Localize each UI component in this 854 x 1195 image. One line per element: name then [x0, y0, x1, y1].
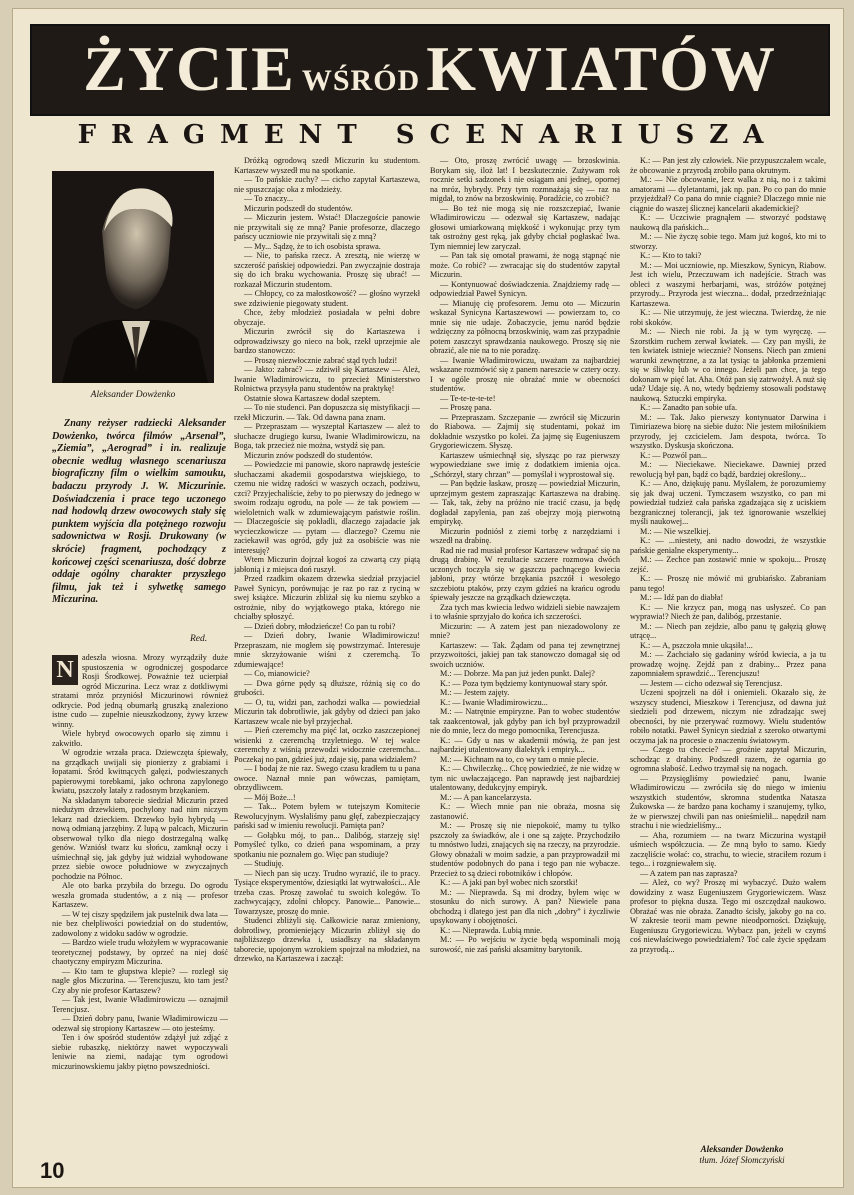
paragraph: — W tej ciszy spędziłem jak pustelnik dwa lata — nie bez chełpliwości powiedział on do studentów, zadowolony z widoku sadów w ogrodzie.: [52, 909, 228, 938]
paragraph: — Gołąbku mój, to pan... Dalibóg, starzeję się! Pomyśleć tylko, co dzień pana wspominam, a przy spotkaniu nie poznałem go. Więc pan studiuje?: [234, 830, 420, 859]
paragraph: M.: — Niech pan zejdzie, albo panu tę gałęzią głowę utrącę...: [630, 621, 826, 640]
paragraph: — To znaczy...: [244, 194, 293, 203]
paragraph: — O, tu, widzi pan, zachodzi walka — powiedział Miczurin tak dobrotliwie, jak gdyby od dzieci pan jako Kartaszew wcale nie był przyjechał.: [234, 697, 420, 726]
paragraph: Miczurin: — A zatem jest pan niezadowolony ze mnie?: [430, 621, 620, 640]
paragraph: — Powiedzcie mi panowie, skoro naprawdę jesteście słuchaczami akademii gospodarstwa wiejskiego, to czemu nie widzę radości w waszych oczach, podziwu, czci? Przyjechaliście, żeby to po pierwszy do jednego w swoim rodzaju ogrodu, na pole — że tak powiem — wieloletnich walk w zdumiewającym państwie roślin. — Dlaczegoście się pokładli, dlaczego zajadacie jak wycieczkowicze — pytam — dlaczego? Czemu nie zaciekawił was ogród, gdy już za osobiście was nie interesuję?: [234, 460, 420, 555]
paragraph: — Tak jest, Iwanie Władimirowiczu — oznajmił Terencjusz.: [52, 995, 228, 1014]
paragraph: M.: — Zechce pan zostawić mnie w spokoju... Proszę zejść.: [630, 555, 826, 574]
paragraph: — Przepraszam. Szczepanie — zwrócił się Miczurin do Riabowa. — Zajmij się studentami, pokaż im dokładnie wszystko po kolei. Za jajmę się Eugeniuszem Grygoriewiczem. Słyszę.: [430, 412, 620, 450]
paragraph: K.: — Nie utrzymuję, że jest wieczna. Twierdzę, że nie robi skoków.: [630, 308, 826, 327]
article-column-3: [430, 156, 620, 1176]
article-column-1: [52, 653, 228, 1173]
paragraph: Kartaszew uśmiechnął się, słysząc po raz pierwszy wypowiedziane swe imię z dodatkiem imienia ojca. „Schórzył, stary chrzan” — pomyślał i wyprostował się.: [430, 450, 620, 479]
paragraph: Dróżką ogrodową szedł Miczurin ku studentom. Kartaszew wyszedł mu na spotkanie.: [234, 156, 420, 175]
paragraph: M.: — Jestem zajęty.: [440, 688, 510, 697]
paragraph: Uczeni spojrzeli na dół i oniemieli. Okazało się, że wszyscy studenci, Mieszkow i Terencjusz, od dawna już siedzieli pod drzewem, niczym nie zdradzając swej obecności, by nie przerywać rozmowy. Wielu studentów robiło notatki. Paweł Synicyn siedział z szeroko otwartymi oczyma jak na procesie o znaczeniu światowym.: [630, 688, 826, 745]
magazine-page: [12, 8, 844, 1188]
paragraph: — My... Sądzę, że to ich osobista sprawa.: [244, 241, 381, 251]
paragraph: — Tak... Potem byłem w tutejszym Komitecie Rewolucyjnym. Wysłaliśmy panu głęf, zabezpieczający pański sad w imieniu rewolucji. Pamięta pan?: [234, 802, 420, 830]
photo-caption: Aleksander Dowżenko: [90, 390, 176, 400]
paragraph: — Pan tak się omotał prawami, że nogą stąpnąć nie może. Co robić? — zwracając się do studentów zapytał Miczurin.: [430, 251, 620, 279]
paragraph: — Ależ, co wy? Proszę mi wybaczyć. Dużo wałem dowidziny z wasz Eugeniuszem Grygoriewiczem. Wasz profesor to piękna dusza. Tego mi oszczędzał naukowo. Obrażać was nie obraża. Zanadto ścisły, jakoby go na co. W zakresie teorii mam pewne nieodporności. Dziękuję, Eugeniuszu Grygoriewiczu. Wybacz pan, jeżeli w czymś coś niewłaściwego powiedziałem? Toć cale życie spędzam za przyrodą...: [630, 878, 826, 954]
headline-part2: KWIATÓW: [426, 33, 777, 104]
paragraph: — Kontynuować doświadczenia. Znajdziemy radę — odpowiedział Paweł Synicyn.: [430, 279, 620, 298]
paragraph: K.: — Pan jest zły człowiek. Nie przypuszczałem wcale, że obcowanie z przyrodą zrobiło pana okrutnym.: [630, 156, 826, 175]
paragraph: — Oto, proszę zwrócić uwagę — brzoskwinia. Borykam się, iloż lat! I bezskutecznie. Zużywam rok rocznie setki sadzonek i nie osiągam ani jednej, opornej na mróz, hybrydy. Przy tym rozmnażają się — raz na migdał, to znów na brzoskwinię. Poradźcie, co zrobić?: [430, 156, 620, 203]
paragraph: K.: — Nie krzycz pan, mogą nas usłyszeć. Co pan wyprawia!? Niech że pan, dalibóg, przestanie.: [630, 602, 826, 621]
page-number: 10: [40, 1158, 65, 1183]
paragraph: — Studiuję.: [244, 859, 284, 868]
paragraph: Rad nie rad musiał profesor Kartaszew wdrapać się na drugą drabinę. W rezultacie szczere rozmowa dwóch uczonych toczyła się w gąszczu pachnącego kwiecia jabłoni, przy wtórze brzękania pszczół i wesołego szczebiotu ptaków, przy czym gdzieś na krańcu ogrodu śpiewały jeszcze na grządkach dziewczęta.: [430, 545, 620, 602]
paragraph: K.: — Wiech mnie pan nie obraża, mosna się zastanowić.: [430, 802, 620, 821]
paragraph: K.: — A jaki pan był wobec nich szorstki!: [440, 878, 579, 887]
paragraph: — Proszę niezwłocznie zabrać stąd tych ludzi!: [244, 355, 398, 365]
paragraph: Miczurin podszedł do studentów.: [244, 203, 353, 213]
paragraph: — Pan będzie łaskaw, proszę — powiedział Miczurin, uprzejmym gestem zapraszając Kartaszewa na drabinę. — Tak, tak, żeby na próżno nie tracić czasu, ja będę dogładał zapylenia, pan zaś obejrzy moją pierwotną empirykę.: [430, 479, 620, 526]
paragraph: Miczurin zwrócił się do Kartaszewa i odprowadziwszy go nieco na bok, rzekł uprzejmie ale bardzo stanowczo:: [234, 327, 420, 355]
paragraph: Ale oto barka przybiła do brzegu. Do ogrodu weszła gromada studentów, a z nią — profesor Kartaszew.: [52, 881, 228, 909]
paragraph: — Miczurin jestem. Wstać! Dlaczegoście panowie nie przywitali się ze mną? Panie profesorze, dlaczego pańscy uczniowie nie przywitali się z mną?: [234, 213, 420, 241]
column-1-body: [52, 653, 228, 1071]
paragraph: W ogrodzie wrzała praca. Dziewczęta śpiewały, na grządkach uwijali się pionierzy z grabiami i łopatami. Śród kwitnących gałęzi, podwieszanych papierowymi torebkami, jako ochrona zapylonego kwiatu, pszczoły latały z radosnym brzękaniem.: [52, 748, 228, 795]
paragraph: Przed rzadkim okazem drzewka siedział przyjaciel Paweł Synicyn, porównując je raz po raz z ryciną w swej książce. Miczurin zbliżał się ku niemu szybko a ostrożnie, niby do wyjątkowego ptaka, którego nie chciałby spłoszyć.: [234, 574, 420, 621]
paragraph: — Dzień dobry, młodzieńcze! Co pan tu robi?: [244, 621, 396, 631]
paragraph: — Te-te-te-te-te!: [440, 393, 496, 403]
paragraph: — Przysięgliśmy powiedzieć panu, Iwanie Władimirowiczu — zwróciła się do niego w imieniu wszystkich studentów, skromna studentka Natasza Żukowska — że bardzo pana kochamy i szanujemy, tylko, że w pierwszej chwili pan nas onieśmielił... napędził nam strachu i nie wiedzieliśmy...: [630, 773, 826, 830]
paragraph: — Bo też nie mogą się nie rozszczepiać, Iwanie Władimirowiczu — odezwał się Kartaszew, nadając głosowi umiarkowaną miękkość i wykonując przy tym tak ostrożny gest ręką, jak gdyby chciał pogłaskać lwa. Tym niemniej lew zaryczał.: [430, 203, 620, 251]
paragraph: M.: — Nie obcowanie, lecz walka z nią, no i z takimi amatorami — dyletantami, jak np. pan. Po co pan do mnie przyjeżdżał? Co pana do mnie ciągnie? Dlaczego mnie nie ciągnie do waszej ślicznej kancelarii akademickiej?: [630, 175, 826, 213]
paragraph: Na składanym taborecie siedział Miczurin przed niedużym drzewkiem, pochylony nad nim niczym lekarz nad dzieckiem. Drzewko było hybrydą — nową odmianą jarzębiny. Z lupą w palcach, Miczurin obserwował tylko dla niego dostrzegalną walkę genów. Wzniósł twarz ku słońcu, zamknął oczy i uśmiechnął się, jak gdyby już widział wyhodowane przez siebie owoce południowe w zwyczajnych pochodzie na Północ.: [52, 795, 228, 881]
paragraph: — Chłopcy, co za małostkowość? — głośno wyrzekł swe zdziwienie piegowaty student.: [234, 289, 420, 308]
headline-mid: WŚRÓD: [301, 64, 421, 97]
paragraph: K.: — Nieprawda. Lubią mnie.: [440, 925, 543, 935]
byline-author: Aleksander Dowżenko: [700, 1144, 784, 1154]
paragraph: — Niech pan się uczy. Trudno wyrazić, ile to pracy. Tysiące eksperymentów, dziesiątki lat wytrwałości... Ale trzeba czas. Proszę zawołać tu swoich kolegów. To zachwycający, zdolni chłopcy. Panowie... Panowie... Towarzysze, proszę do mnie.: [234, 868, 420, 916]
paragraph: — Dzień dobry, Iwanie Władimirowiczu! Przepraszam, nie mogłem się powstrzymać. Interesuje mnie skrzyżowanie wiśni z czeremchą. To zdumiewające!: [234, 631, 420, 669]
paragraph: Miczurin znów podszedł do studentów.: [244, 450, 373, 460]
column-3-body: [430, 156, 620, 954]
paragraph: M.: — Natrętnie empiryzne. Pan to wobec studentów tak zaakcentował, jak gdyby pan ich był przyprowadził nie do mnie, lecz do mego pomocnika, Terencjusza.: [430, 707, 620, 735]
paragraph: — Dzień dobry panu, Iwanie Władimirowiczu — odezwał się stropiony Kartaszew — oto jesteśmy.: [52, 1014, 228, 1033]
paragraph: M.: — Idź pan do diabła!: [640, 593, 724, 602]
paragraph: M.: — Nieciekawe. Nieciekawe. Dawniej przed rewolucją był pan, bądź co bądź, bardziej określony...: [630, 460, 826, 479]
paragraph: Miczurin podniósł z ziemi torbę z narzędziami i wszedł na drabinę.: [430, 526, 620, 545]
paragraph: Studenci zbliżyli się. Całkowicie naraz zmieniony, dobrotliwy, promieniejący Miczurin zbliżył się do najbliższego drzewka i, usiadłszy na składanym taborecie, upojonym wzrokiem spojrzał na młodzież, na drzewko, na Kartaszewa i zaczął:: [234, 916, 420, 963]
paragraph: K.: — Zanadto pan sobie ufa.: [640, 403, 738, 412]
paragraph: — I bodaj że nie raz. Swego czasu kradłem tu u pana owoce. Naznał mnie pan wówczas, pamiętam, obrzydliwcem.: [234, 764, 420, 792]
drop-cap: N: [52, 655, 78, 685]
paragraph: — To pańskie zuchy? — cicho zapytał Kartaszewa, nie spuszczając oka z młodzieży.: [234, 175, 420, 194]
paragraph: — Jakto: zabrać? — zdziwił się Kartaszew — Ależ, Iwanie Władimirowiczu, to przecież Ministerstwo Rolnictwa przysyła panu studentów na praktykę!: [234, 365, 420, 393]
headline-part1: ŻYCIE: [83, 33, 296, 104]
paragraph: K.: — Gdy u nas w akademii mówią, że pan jest najbardziej utalentowany dialektyk i empiryk...: [430, 735, 620, 754]
masthead: [30, 24, 830, 116]
paragraph: adeszła wiosna. Mrozy wyrządziły duże spustoszenia w ogrodniczej gospodarce Rosji Środkowej. Poważnie też ucierpiał ogród Miczurina. Lecz wraz z dotkliwymi stratami mróz przyniósł Miczurinowi również odkrycie. Pod jedną obumarłą gruszką znaleziono istne cudo — zupełnie nieuszkodzony, żywy krzew winny.: [52, 653, 228, 729]
paragraph: Wtem Miczurin dojrzał kogoś za czwartą czy piątą jabłonią i z miejsca doń ruszył.: [234, 555, 420, 574]
paragraph: Wiele hybryd owocowych oparło się zimnu i zakwitło.: [52, 729, 228, 748]
paragraph: M.: — Po wejściu w życie będą wspominali moją surowość, nie zaś pański aksamitny barytonik.: [430, 935, 620, 954]
editorial-intro: Znany reżyser radziecki Aleksander Dowżenko, twórca filmów „Arsenał”, „Ziemia”, „Aerograd” i in. realizuje obecnie według własnego scenariusza biograficzny film o wielkim samouku, badaczu przyrody J. W. Miczurinie. Doświadczenia i prace tego uczonego nad hodowlą drzew owocowych stały się punktem wyjścia dla potężnego rozwoju sadownictwa w Rosji. Drukowany (w skrócie) fragment, pochodzący z końcowej części scenariusza, dość dobrze oddaje ogólny charakter przyszłego filmu, jak też i sylwetkę samego Miczurina.: [52, 418, 226, 606]
paragraph: — Jestem — cicho odezwał się Terencjusz.: [640, 678, 783, 688]
paragraph: — Proszę pana.: [440, 403, 492, 412]
paragraph: — Nie, to pańska rzecz. A zresztą, nie wierzę w szczerość pańskiej odpowiedzi. Pan zwyczajnie dostraja się do ich braku wychowania. Proszę się ubrać! — rozkazał Miczurin studentom.: [234, 251, 420, 289]
paragraph: M.: — Moi uczniowie, np. Mieszkow, Synicyn, Riabow. Jest ich wielu, Przeczuwam ich nadejście. Strach was obleci z waszymi herbarjami, was, stróżów potężnej przyrody... Przyroda jest wieczna... dodał, przedrzeźniając Kartaszewa.: [630, 260, 826, 308]
paragraph: M.: — Nie życzę sobie tego. Mam już kogoś, kto mi to stworzy.: [630, 232, 826, 251]
subtitle: FRAGMENT SCENARIUSZA: [77, 120, 779, 150]
paragraph: K.: — Pozwól pan...: [640, 450, 708, 460]
paragraph: Chce, żeby młodzież posiadała w pełni dobre obyczaje.: [234, 308, 420, 327]
paragraph: — Mianuję cię profesorem. Jemu oto — Miczurin wskazał Synicyna Kartaszewowi — powierzam to, co mnie się nie udaje. Zobaczycie, jemu naród będzie wdzięczny za północną brzoskwinię, wam zaś przypadnie potem zaszczyt sprawdzania naukowego. Proszę się nie obrazić, ale nie na to nie poradzę.: [430, 298, 620, 355]
paragraph: K.: — Proszę nie mówić mi grubiańsko. Zabraniam panu tego!: [630, 574, 826, 593]
paragraph: — Bardzo wiele trudu włożyłem w wypracowanie teoretycznej podstawy, by oprzeć na niej dość chaotyczny empiryzm Miczurina.: [52, 938, 228, 966]
paragraph: Ostatnie słowa Kartaszew dodał szeptem.: [244, 393, 381, 403]
paragraph: K.: — Kto to taki?: [640, 251, 702, 260]
paragraph: M.: — Zachciało się gadaniny wśród kwiecia, a ja tu prowadzę wojnę. Zejdź pan z drabiny... Przez pana zapomniałem sprawdzić... Terencjuszu!: [630, 650, 826, 678]
column-2-body: [234, 156, 420, 964]
portrait-illustration: [52, 171, 214, 383]
paragraph: — Iwanie Władimirowiczu, uważam za najbardziej wskazane rozmówić się z panem nareszcie w cztery oczy. I w ogóle proszę nie obrażać mnie w obecności studentów.: [430, 355, 620, 393]
paragraph: K.: — Iwanie Władimirowiczu...: [440, 697, 548, 707]
paragraph: — Pień czeremchy ma pięć lat, oczko zaszczepionej wisienki z czeremchą trzyletniego. W tej walce czeremchy z wiśnią przewodzi widocznie czeremcha... Poczekaj no pan, gdzieś już, zdaje się, pana widziałem?: [234, 726, 420, 764]
paragraph: K.: — Uczciwie pragnąłem — stworzyć podstawę naukową dla pańskich...: [630, 213, 826, 232]
paragraph: — Kto tam te głupstwa klepie? — rozległ się nagle głos Miczurina. — Terencjuszu, kto tam jest? Czy aby nie profesor Kartaszew?: [52, 966, 228, 995]
paragraph: — Czego tu chcecie? — groźnie zapytał Miczurin, schodząc z drabiny. Podszedł razem, że ogarnia go ogromna słabość. Ledwo trzymał się na nogach.: [630, 745, 826, 773]
paragraph: — Aha, rozumiem — na twarz Miczurina wystąpił uśmiech współczucia. — Ze mną było to samo. Kiedy zaczęliście wołać: co, strachu, to wiecie, straciłem rozum i tego... i rozgniewałem się.: [630, 830, 826, 868]
paragraph: M.: — Nie wszelkiej.: [640, 526, 711, 536]
paragraph: — Przepraszam — wyszeptał Kartaszew — ależ to słuchacze drugiego kursu, Iwanie Władimirowiczu, na Boga, tak przecież nie można, wstydź się pan.: [234, 422, 420, 450]
column-4-body: [630, 156, 826, 954]
author-portrait: [52, 171, 214, 383]
paragraph: M.: — Niech nie robi. Ja ją w tym wyręczę. — Szorstkim ruchem zerwał kwiatek. — Czy pan myśli, że ten kwiatek istnieje wiecznie? Nonsens. Niech pan zmieni warunki zewnętrzne, a za lat tysiąc ta jabłonka przemieni się w śliwkę lub w co innego. Jeżeli pan chce, ja tego dokonam w pięć lat. Aha. Otóż pan się zatrwożył. A nuż się uda? Udaje się. A no, wtedy będziemy stosowali podstawę naukową. Sztuczki empiryka.: [630, 327, 826, 403]
paragraph: M.: — Kichnam na to, co wy tam o mnie plecie.: [440, 754, 599, 764]
paragraph: K.: — Ano, dziękuję panu. Myślałem, że porozumiemy się jak dwaj uczeni. Tymczasem wszystko, co pan mi powiedział tudzież cała pańska zgadzająca się z uciskiem bezgranicznej tolerancji, jak też ignorowanie wszelkiej myśli naukowej...: [630, 479, 826, 526]
headline: [32, 32, 828, 106]
paragraph: M.: — Nieprawda. Są mi drodzy, byłem więc w stosunku do nich surowy. A pan? Niewiele pana obchodzą i dlatego jest pan dla nich „dobry” i życzliwie upsykowany i obojętności.: [430, 887, 620, 925]
byline: [662, 1144, 822, 1166]
paragraph: Zza tych mas kwiecia ledwo widzieli siebie nawzajem i to właśnie sprzyjało do końca ich szczerości.: [430, 602, 620, 621]
article-column-4: [630, 156, 826, 1186]
paragraph: K.: — Poza tym będziemy kontynuował stary spór.: [440, 678, 608, 688]
paragraph: — To nie studenci. Pan dopuszcza się mistyfikacji — rzekł Miczurin. — Tak. Od dawna pana znam.: [234, 403, 420, 422]
paragraph: Ten i ów spośród studentów zdążył już zdjąć z siebie rubaszkę, niektórzy nawet wypoczywali leniwie na ziemi, nadając tym ogrodowi miczurinowskiemu jakby piętno powszedniości.: [52, 1033, 228, 1071]
paragraph: K.: — A, pszczoła mnie ukąsiła!...: [640, 640, 753, 650]
article-column-2: [234, 156, 420, 1176]
editorial-attribution: Red.: [190, 634, 208, 644]
byline-translator: tłum. Józef Słomczyński: [699, 1155, 785, 1165]
paragraph: K.: — Chwileczkę... Chcę powiedzieć, że nie widzę w tym nic uwłaczającego. Pan naprawdę jest najbardziej utalentowany, dedukcyjny empiryk.: [430, 764, 620, 792]
paragraph: M.: — Dobrze. Ma pan już jeden punkt. Dalej?: [440, 669, 595, 678]
paragraph: — Co, mianowicie?: [244, 669, 310, 678]
paragraph: M.: — Proszę się nie niepokoić, mamy tu tylko pszczoły za świadków, ale i one są zajęte. Przychodziło tu mnóstwo ludzi, znających się na rzeczy, na przyrodzie. Głowy obnażali w moim sadzie, a pan przyprowadził mi studentów podobnych do pana i tego pan nie wybacze. Przecież to są dzieci robotników i chłopów.: [430, 821, 620, 878]
paragraph: — Dwa górne pędy są dłuższe, różnią się co do grubości.: [234, 678, 420, 697]
paragraph: — Mój Boże...!: [244, 792, 296, 802]
paragraph: M.: — Tak. Jako pierwszy kontynuator Darwina i Timiriazewa biorę na siebie dużo: Nie jestem miłośnikiem przyrody, jej czcicielem. Jam despota, twórca. To wszystko. Dyskusja skończona.: [630, 412, 826, 450]
paragraph: M.: — A pan kancelarzysta.: [440, 792, 532, 802]
paragraph: — A zatem pan nas zaprasza?: [640, 868, 738, 878]
paragraph: Kartaszew: — Tak. Żądam od pana tej zewnętrznej przyzwoitości, jakiej pan tak stanowczo domagał się od swoich uczniów.: [430, 640, 620, 669]
paragraph: K.: — ...niestety, ani nadto dowodzi, że wszystkie pańskie genialne eksperymenty...: [630, 536, 826, 555]
